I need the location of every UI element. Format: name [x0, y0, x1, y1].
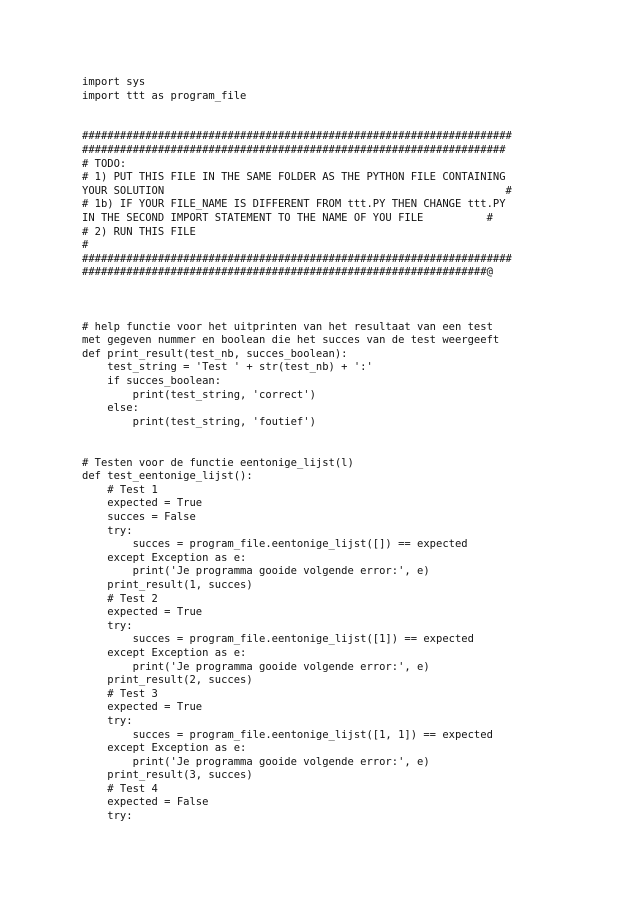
- code-line: # 2) RUN THIS FILE: [82, 225, 196, 238]
- code-line: [82, 280, 512, 294]
- code-line: [82, 429, 512, 443]
- code-line: met gegeven nummer en boolean die het succes van de test weergeeft: [82, 334, 500, 347]
- code-line: succes = program_file.eentonige_lijst([]) == expected: [82, 538, 468, 551]
- code-line: # Test 3: [82, 687, 158, 700]
- code-line: # Testen voor de functie eentonige_lijst(l): [82, 456, 354, 469]
- code-line: else:: [82, 402, 139, 415]
- code-line: import ttt as program_file: [82, 89, 247, 102]
- code-line: print(test_string, 'foutief'): [82, 415, 316, 428]
- code-listing: [82, 76, 512, 824]
- code-line: ###################################################################: [82, 143, 506, 156]
- code-line: print_result(1, succes): [82, 578, 253, 591]
- code-line: try:: [82, 524, 133, 537]
- code-line: [82, 294, 512, 308]
- code-line: succes = program_file.eentonige_lijst([1]) == expected: [82, 633, 474, 646]
- code-line: expected = True: [82, 701, 203, 714]
- code-line: test_string = 'Test ' + str(test_nb) + ':': [82, 361, 373, 374]
- code-line: expected = True: [82, 497, 203, 510]
- code-line: expected = False: [82, 796, 209, 809]
- code-line: # Test 1: [82, 483, 158, 496]
- code-line: print('Je programma gooide volgende error:', e): [82, 755, 430, 768]
- code-line: # Test 4: [82, 782, 158, 795]
- code-line: ####################################################################: [82, 252, 512, 265]
- code-line: [82, 307, 512, 321]
- code-line: # TODO:: [82, 157, 127, 170]
- code-line: try:: [82, 810, 133, 823]
- code-line: [82, 443, 512, 457]
- code-line: # help functie voor het uitprinten van het resultaat van een test: [82, 320, 493, 333]
- code-line: except Exception as e:: [82, 742, 247, 755]
- code-line: try:: [82, 714, 133, 727]
- code-line: succes = program_file.eentonige_lijst([1, 1]) == expected: [82, 728, 493, 741]
- code-line: YOUR SOLUTION #: [82, 184, 512, 197]
- code-line: expected = True: [82, 606, 203, 619]
- code-line: if succes_boolean:: [82, 375, 222, 388]
- code-line: [82, 103, 512, 117]
- code-line: print_result(2, succes): [82, 674, 253, 687]
- code-line: #: [82, 239, 89, 252]
- code-line: # 1b) IF YOUR FILE_NAME IS DIFFERENT FROM ttt.PY THEN CHANGE ttt.PY: [82, 198, 506, 211]
- code-line: except Exception as e:: [82, 646, 247, 659]
- code-line: print('Je programma gooide volgende error:', e): [82, 660, 430, 673]
- code-line: ####################################################################: [82, 130, 512, 143]
- code-line: # 1) PUT THIS FILE IN THE SAME FOLDER AS THE PYTHON FILE CONTAINING: [82, 171, 506, 184]
- code-line: print(test_string, 'correct'): [82, 388, 316, 401]
- code-line: print_result(3, succes): [82, 769, 253, 782]
- code-line: # Test 2: [82, 592, 158, 605]
- code-line: [82, 117, 512, 131]
- code-line: ################################################################@: [82, 266, 493, 279]
- code-line: IN THE SECOND IMPORT STATEMENT TO THE NAME OF YOU FILE #: [82, 211, 493, 224]
- code-line: def print_result(test_nb, succes_boolean):: [82, 347, 348, 360]
- code-line: succes = False: [82, 511, 196, 523]
- code-line: except Exception as e:: [82, 551, 247, 564]
- code-line: def test_eentonige_lijst():: [82, 470, 253, 483]
- code-line: print('Je programma gooide volgende error:', e): [82, 565, 430, 578]
- code-line: import sys: [82, 76, 146, 88]
- code-line: try:: [82, 619, 133, 632]
